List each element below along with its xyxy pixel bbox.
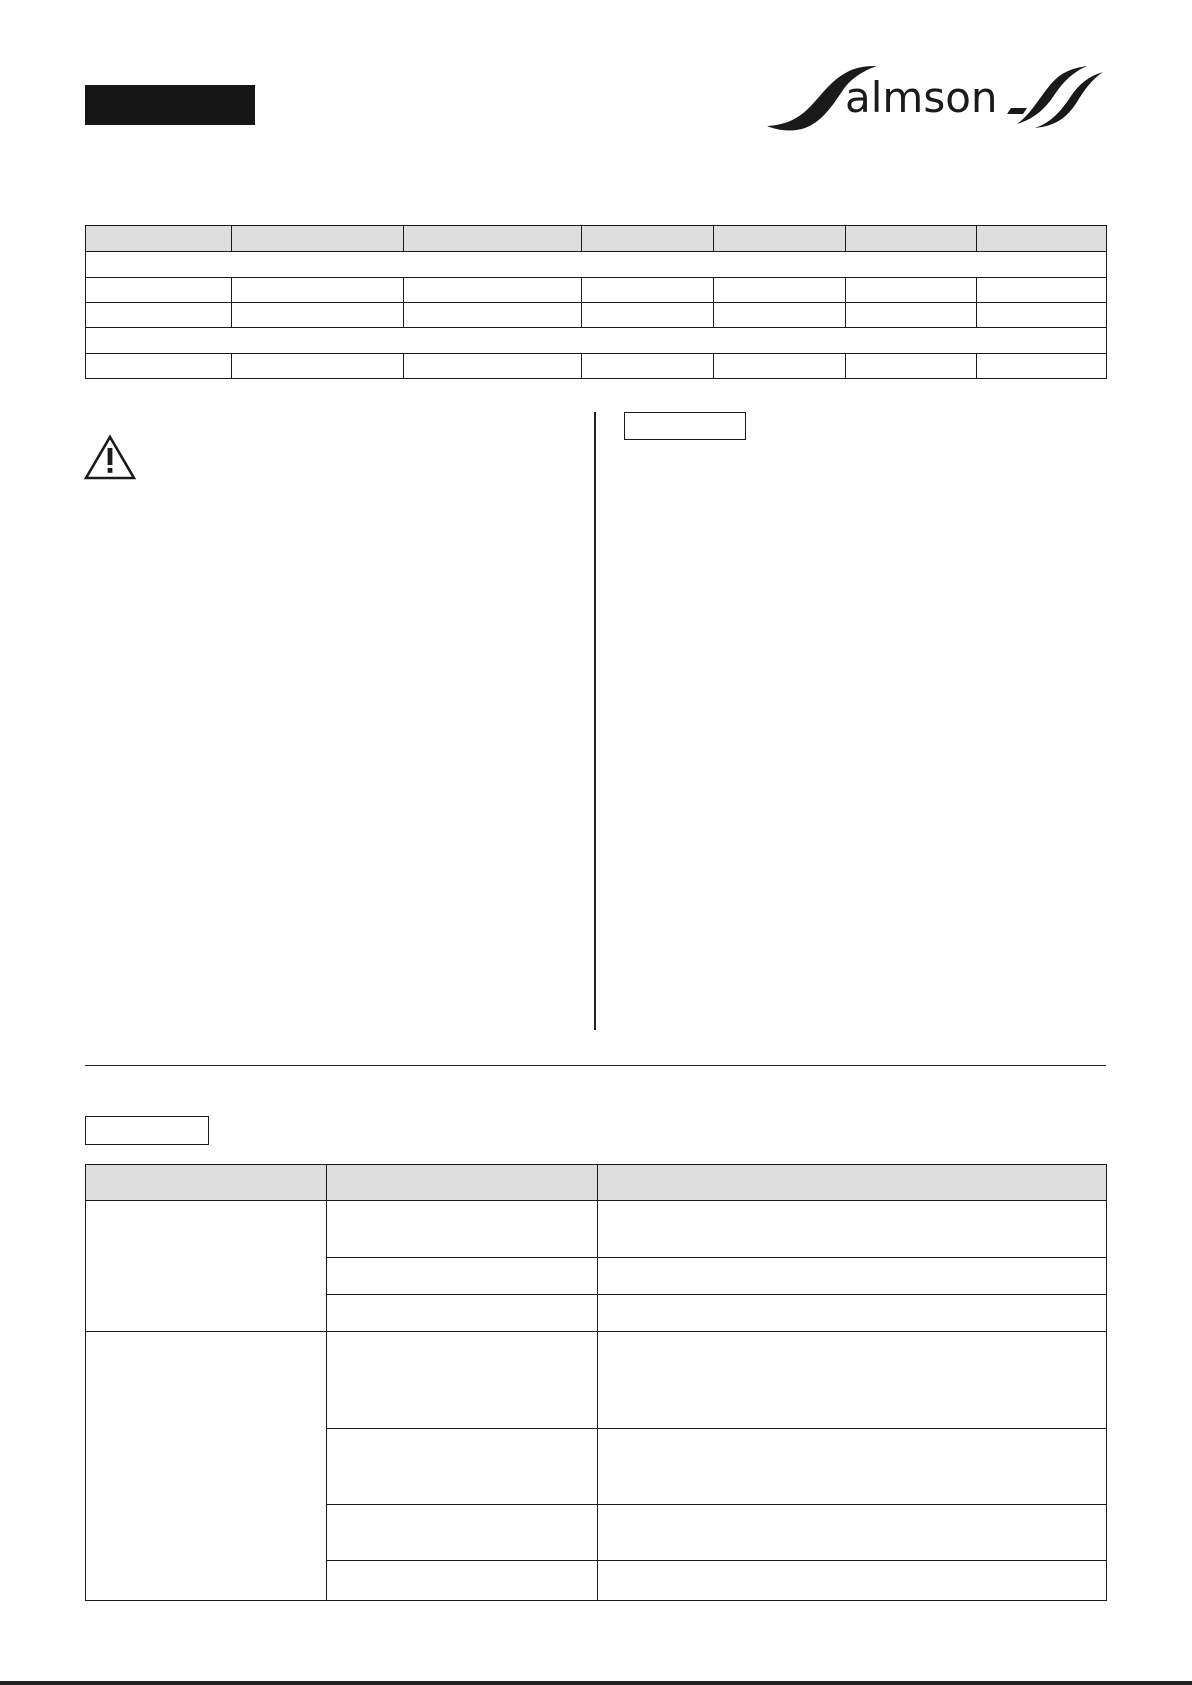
spec-header-row <box>86 226 1107 252</box>
spec-cell <box>977 278 1107 303</box>
troubleshooting-header-cell <box>598 1165 1107 1201</box>
remedy-cell <box>598 1258 1107 1295</box>
troubleshooting-table <box>85 1164 1107 1601</box>
spec-cell <box>714 303 846 328</box>
troubleshooting-row <box>86 1201 1107 1258</box>
spec-header-cell <box>846 226 977 252</box>
remedy-cell <box>598 1561 1107 1601</box>
section-label-box <box>85 1116 209 1145</box>
spec-cell <box>86 278 232 303</box>
spec-cell <box>846 303 977 328</box>
cause-cell <box>327 1429 598 1505</box>
spec-cell <box>846 354 977 379</box>
horizontal-rule <box>85 1065 1106 1066</box>
spec-cell <box>582 354 714 379</box>
spec-row <box>86 278 1107 303</box>
spec-cell <box>404 303 582 328</box>
troubleshooting-header-row <box>86 1165 1107 1201</box>
spec-cell <box>86 354 232 379</box>
remedy-cell <box>598 1201 1107 1258</box>
warning-triangle-icon <box>84 434 136 480</box>
troubleshooting-row <box>86 1332 1107 1429</box>
spec-cell <box>86 303 232 328</box>
remedy-cell <box>598 1429 1107 1505</box>
cause-cell <box>327 1561 598 1601</box>
salmson-logo <box>765 60 1105 135</box>
troubleshooting-header-cell <box>327 1165 598 1201</box>
spec-cell <box>404 354 582 379</box>
fault-cell <box>86 1201 327 1332</box>
spec-cell <box>977 354 1107 379</box>
spec-group-cell <box>86 252 1107 278</box>
spec-cell <box>977 303 1107 328</box>
cause-cell <box>327 1295 598 1332</box>
cause-cell <box>327 1258 598 1295</box>
spec-cell <box>714 354 846 379</box>
spec-row <box>86 354 1107 379</box>
svg-text:almson: almson <box>845 73 998 122</box>
troubleshooting-header-cell <box>86 1165 327 1201</box>
spec-group-cell <box>86 328 1107 354</box>
spec-header-cell <box>404 226 582 252</box>
column-divider <box>594 412 596 1030</box>
spec-cell <box>232 354 404 379</box>
spec-header-cell <box>977 226 1107 252</box>
spec-cell <box>582 278 714 303</box>
spec-cell <box>232 303 404 328</box>
remedy-cell <box>598 1505 1107 1561</box>
spec-header-cell <box>86 226 232 252</box>
cause-cell <box>327 1505 598 1561</box>
fault-cell <box>86 1332 327 1601</box>
spec-header-cell <box>582 226 714 252</box>
spec-table <box>85 225 1107 379</box>
spec-header-cell <box>232 226 404 252</box>
spec-cell <box>404 278 582 303</box>
page-bottom-edge <box>0 1681 1192 1685</box>
spec-row <box>86 303 1107 328</box>
cause-cell <box>327 1201 598 1258</box>
spec-group-row <box>86 328 1107 354</box>
spec-cell <box>232 278 404 303</box>
section-label-box <box>624 412 746 440</box>
spec-cell <box>582 303 714 328</box>
section-tab <box>85 85 255 125</box>
spec-header-cell <box>714 226 846 252</box>
remedy-cell <box>598 1295 1107 1332</box>
spec-cell <box>846 278 977 303</box>
spec-group-row <box>86 252 1107 278</box>
spec-cell <box>714 278 846 303</box>
cause-cell <box>327 1332 598 1429</box>
remedy-cell <box>598 1332 1107 1429</box>
